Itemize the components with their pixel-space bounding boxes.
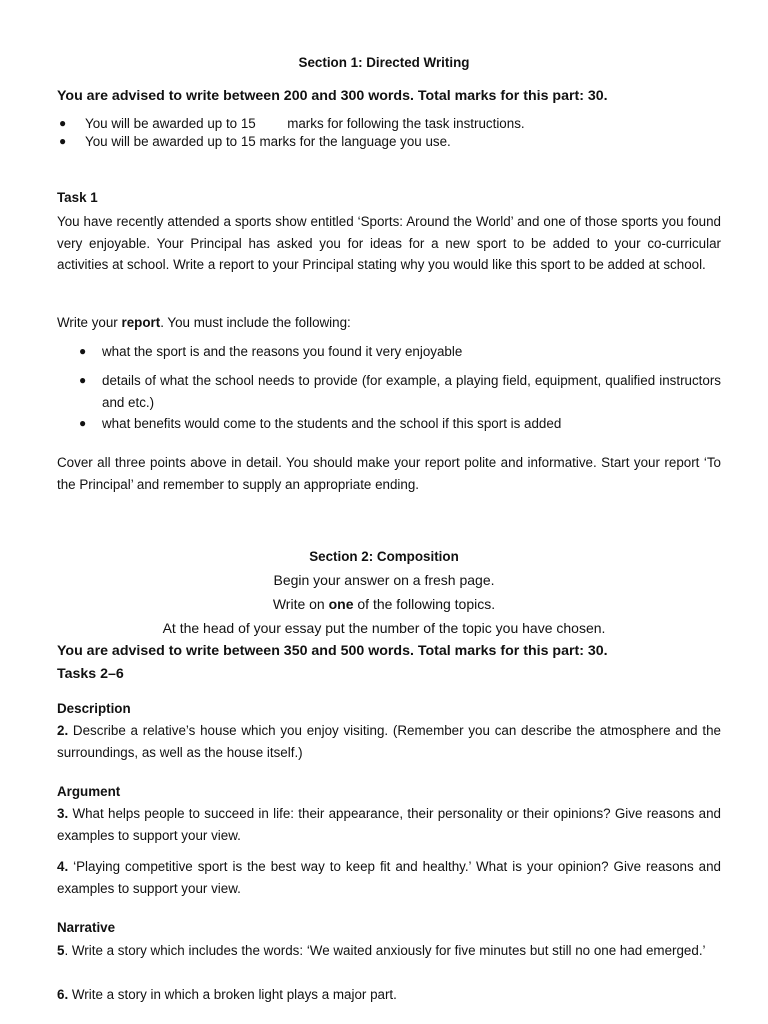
narrative-text-5: . Write a story which includes the words: ‘We waited anxiously for five minutes but still no one had emerged.’ <box>64 943 706 958</box>
description-text: Describe a relative’s house which you enjoy visiting. (Remember you can describe the atmosphere and the surroundings, as well as the house itself.) <box>57 723 721 760</box>
section1-bullet-1 <box>85 116 525 131</box>
task1-closing: Cover all three points above in detail. You should make your report polite and informative. Start your report ‘To the Principal’ and remember to supply an appropriate ending. <box>57 455 721 492</box>
bullet-icon: ● <box>79 344 87 358</box>
task1-point-3: what benefits would come to the students and the school if this sport is added <box>102 416 562 431</box>
narrative-item-5 <box>57 940 721 962</box>
argument-text-4: ‘Playing competitive sport is the best way to keep fit and healthy.’ What is your opinion? Give reasons and examples to support your view. <box>57 859 721 896</box>
section1-bullet-1-part-b: marks for following the task instructions. <box>287 116 525 131</box>
argument-num-3: 3. <box>57 806 69 821</box>
section1-bullet-1-part-a: You will be awarded up to 15 <box>85 116 256 131</box>
argument-text-3: What helps people to succeed in life: their appearance, their personality or their opinions? Give reasons and examples to support your view. <box>57 806 721 843</box>
section1-title: Section 1: Directed Writing <box>298 55 470 70</box>
task1-instruction-post: . You must include the following: <box>160 315 351 330</box>
narrative-item-6 <box>57 984 721 1006</box>
description-item <box>57 720 721 763</box>
argument-heading: Argument <box>57 784 121 799</box>
bullet-icon: ● <box>79 416 87 430</box>
bullet-icon: ● <box>59 116 67 130</box>
section2-line3: At the head of your essay put the number of the topic you have chosen. <box>162 620 606 636</box>
bullet-icon: ● <box>79 373 87 387</box>
bullet-icon: ● <box>59 134 67 148</box>
section2-line2 <box>0 596 768 612</box>
narrative-text-6: Write a story in which a broken light plays a major part. <box>68 987 397 1002</box>
task1-heading: Task 1 <box>57 190 98 205</box>
task1-instruction-pre: Write your <box>57 315 122 330</box>
argument-num-4: 4. <box>57 859 69 874</box>
section2-line2-pre: Write on <box>272 596 329 612</box>
task1-instruction-report: report <box>121 315 161 330</box>
section2-tasks-label: Tasks 2–6 <box>57 666 124 682</box>
description-num: 2. <box>57 723 69 738</box>
task1-point-1: what the sport is and the reasons you found it very enjoyable <box>102 344 463 359</box>
narrative-heading: Narrative <box>57 920 116 935</box>
narrative-num-5: 5 <box>57 943 65 958</box>
section2-advice: You are advised to write between 350 and 500 words. Total marks for this part: 30. <box>57 643 608 659</box>
section1-bullet-2: You will be awarded up to 15 marks for the language you use. <box>85 134 451 149</box>
task1-point-2: details of what the school needs to provide (for example, a playing field, equipment, qualified instructors and etc.) <box>102 373 721 410</box>
section1-advice: You are advised to write between 200 and 300 words. Total marks for this part: 30. <box>57 88 608 104</box>
section2-title: Section 2: Composition <box>309 549 459 564</box>
argument-item-3 <box>57 803 721 846</box>
description-heading: Description <box>57 701 131 716</box>
task1-instruction <box>57 315 351 330</box>
argument-item-4 <box>57 856 721 899</box>
task1-paragraph: You have recently attended a sports show entitled ‘Sports: Around the World’ and one of those sports you found very enjoyable. Your Principal has asked you for ideas for a new sport to be added to your co-curricular activities at school. Write a report to your Principal stating why you would like this sport to be added at school. <box>57 214 721 273</box>
section2-line2-post: of the following topics. <box>353 596 496 612</box>
narrative-num-6: 6. <box>57 987 69 1002</box>
section2-line2-one: one <box>328 596 354 612</box>
section2-line1: Begin your answer on a fresh page. <box>273 572 495 588</box>
